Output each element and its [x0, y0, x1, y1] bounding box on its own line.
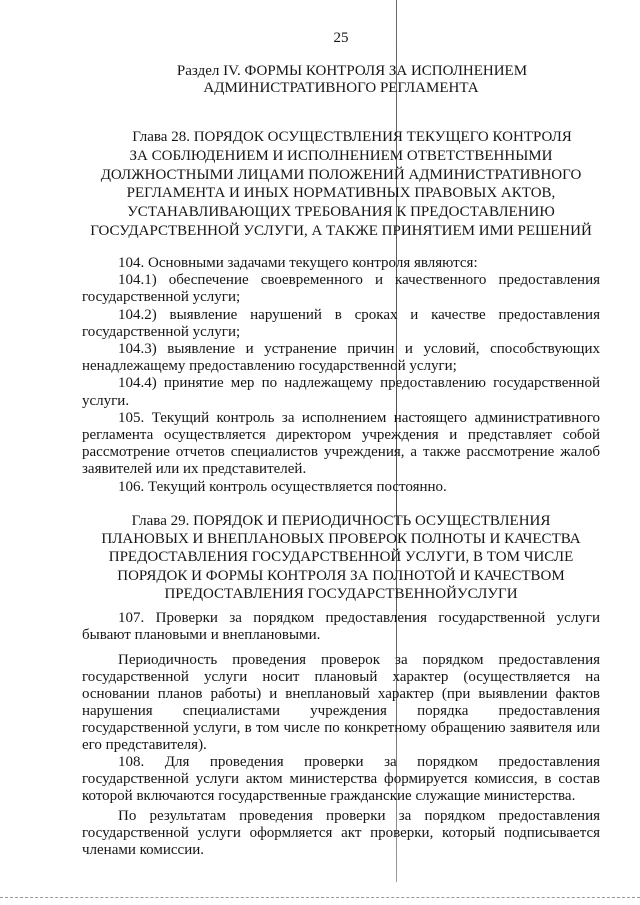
- chapter-heading-line: РЕГЛАМЕНТА И ИНЫХ НОРМАТИВНЫХ ПРАВОВЫХ АКТОВ,: [126, 185, 556, 202]
- section-heading-line: АДМИНИСТРАТИВНОГО РЕГЛАМЕНТА: [203, 80, 479, 96]
- paragraph-results: По результатам проведения проверки за порядком предоставления государственной услуги оформляется акт проверки, который подписывается членами комиссии.: [82, 808, 600, 858]
- paragraph-104: 104. Основными задачами текущего контроля являются:: [118, 255, 478, 271]
- chapter-28-body: [82, 255, 600, 496]
- paragraph-107: 107. Проверки за порядком предоставления государственной услуги бывают плановыми и внеплановыми.: [82, 610, 600, 643]
- paragraph-104-3: 104.3) выявление и устранение причин и условий, способствующих ненадлежащему предоставлению государственной услуги;: [82, 341, 600, 375]
- chapter-heading-line: ПОРЯДОК И ФОРМЫ КОНТРОЛЯ ЗА ПОЛНОТОЙ И КАЧЕСТВОМ: [117, 567, 565, 584]
- paragraph-periodicity: Периодичность проведения проверок за порядком предоставления государственной услуги носит плановый характер (осуществляется на основании планов работы) и внеплановый характер (при выявлении фактов нарушения специалистами учреждения порядка предоставления государственной услуги, в том числе по конкретному обращению заявителя или его представителя).: [82, 652, 600, 753]
- scan-artifact-bottom-line: [0, 897, 640, 898]
- chapter-28-heading: [82, 128, 600, 241]
- chapter-29-body: [82, 610, 600, 859]
- chapter-heading-line: ПРЕДОСТАВЛЕНИЯ ГОСУДАРСТВЕННОЙУСЛУГИ: [164, 585, 518, 602]
- chapter-heading-line: Глава 28. ПОРЯДОК ОСУЩЕСТВЛЕНИЯ ТЕКУЩЕГО КОНТРОЛЯ: [132, 129, 572, 145]
- chapter-heading-line: ПРЕДОСТАВЛЕНИЯ ГОСУДАРСТВЕННОЙ УСЛУГИ, В ТОМ ЧИСЛЕ: [108, 549, 574, 566]
- paragraph-105: 105. Текущий контроль за исполнением настоящего административного регламента осуществляется директором учреждения и представляет собой рассмотрение отчетов специалистов учреждения, а также рассмотрение жалоб заявителей или их представителей.: [82, 409, 600, 478]
- chapter-29-heading: [82, 512, 600, 603]
- paragraph-106: 106. Текущий контроль осуществляется постоянно.: [118, 478, 447, 495]
- paragraph-104-1: 104.1) обеспечение своевременного и качественного предоставления государственной услуги;: [82, 272, 600, 306]
- section-heading: [82, 63, 600, 97]
- page-number: 25: [333, 30, 349, 46]
- paragraph-104-2: 104.2) выявление нарушений в сроках и качестве предоставления государственной услуги;: [82, 306, 600, 340]
- chapter-heading-line: ГОСУДАРСТВЕННОЙ УСЛУГИ, А ТАКЖЕ ПРИНЯТИЕМ ИМИ РЕШЕНИЙ: [90, 222, 592, 239]
- chapter-heading-line: ДОЛЖНОСТНЫМИ ЛИЦАМИ ПОЛОЖЕНИЙ АДМИНИСТРАТИВНОГО: [100, 166, 582, 183]
- paragraph-108: 108. Для проведения проверки за порядком предоставления государственной услуги актом министерства формируется комиссия, в состав которой включаются государственные гражданские служащие министерства.: [82, 754, 600, 804]
- section-heading-line: Раздел IV. ФОРМЫ КОНТРОЛЯ ЗА ИСПОЛНЕНИЕМ: [176, 63, 528, 79]
- paragraph-104-4: 104.4) принятие мер по надлежащему предоставлению государственной услуги.: [82, 375, 600, 409]
- chapter-heading-line: ПЛАНОВЫХ И ВНЕПЛАНОВЫХ ПРОВЕРОК ПОЛНОТЫ И КАЧЕСТВА: [101, 531, 581, 548]
- chapter-heading-line: УСТАНАВЛИВАЮЩИХ ТРЕБОВАНИЯ К ПРЕДОСТАВЛЕНИЮ: [127, 204, 555, 221]
- chapter-heading-line: ЗА СОБЛЮДЕНИЕМ И ИСПОЛНЕНИЕМ ОТВЕТСТВЕННЫМИ: [129, 147, 553, 164]
- chapter-heading-line: Глава 29. ПОРЯДОК И ПЕРИОДИЧНОСТЬ ОСУЩЕСТВЛЕНИЯ: [131, 513, 551, 529]
